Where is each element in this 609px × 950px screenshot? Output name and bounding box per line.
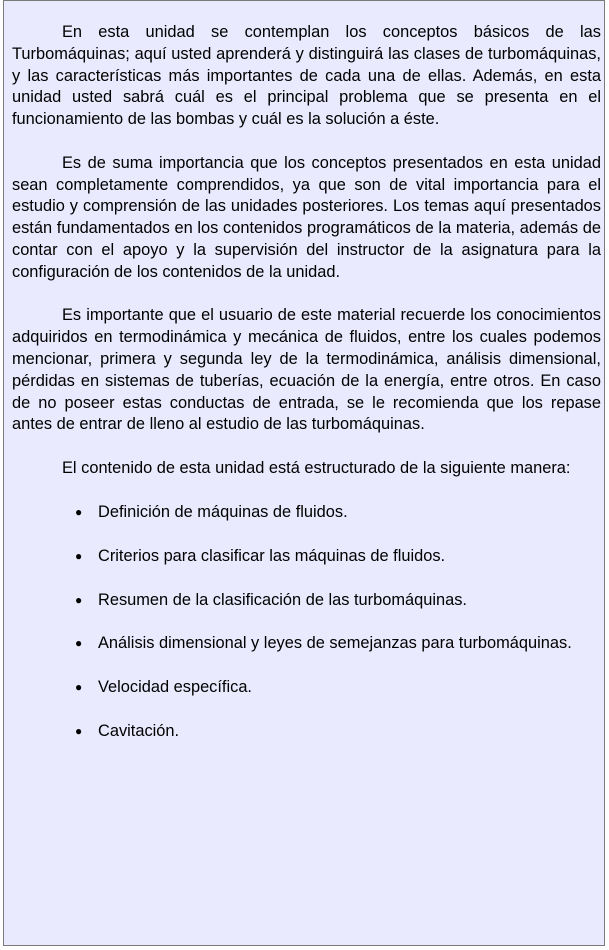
list-item-text: Criterios para clasificar las máquinas de fluidos. (98, 546, 446, 565)
paragraph-importance: Es de suma importancia que los conceptos presentados en esta unidad sean completamente comprendidos, ya que son de vital importancia para el estudio y comprensión de las unidades posteriores. Los temas aquí presentados están fundamentados en los contenidos programáticos de la materia, además de contar con el apoyo y la supervisión del instructor de la asignatura para la configuración de los contenidos de la unidad. (12, 153, 601, 281)
list-item (12, 590, 601, 612)
bullet-dot-icon: ● (75, 636, 83, 651)
list-item-text: Velocidad específica. (98, 678, 252, 697)
document-body (12, 22, 601, 765)
bullet-dot-icon: ● (75, 680, 83, 695)
list-item (12, 546, 601, 568)
bullet-dot-icon: ● (75, 592, 83, 607)
list-item-text: Cavitación. (98, 722, 180, 741)
list-item (12, 633, 601, 655)
list-item-text: Definición de máquinas de fluidos. (98, 502, 348, 521)
contents-list (12, 502, 601, 744)
paragraph-prerequisites: Es importante que el usuario de este material recuerde los conocimientos adquiridos en termodinámica y mecánica de fluidos, entre los cuales podemos mencionar, primera y segunda ley de la termodinámica, análisis dimensional, pérdidas en sistemas de tuberías, ecuación de la energía, entre otros. En caso de no poseer estas conductas de entrada, se le recomienda que los repase antes de entrar de lleno al estudio de las turbomáquinas. (12, 306, 601, 434)
bullet-dot-icon: ● (75, 504, 83, 519)
list-item (12, 721, 601, 743)
paragraph-intro: En esta unidad se contemplan los conceptos básicos de las Turbomáquinas; aquí usted aprenderá y distinguirá las clases de turbomáquinas, y las características más importantes de cada una de ellas. Además, en esta unidad usted sabrá cuál es el principal problema que se presenta en el funcionamiento de las bombas y cuál es la solución a éste. (12, 23, 601, 129)
bullet-dot-icon: ● (75, 548, 83, 563)
list-item-text: Análisis dimensional y leyes de semejanzas para turbomáquinas. (98, 634, 572, 653)
bullet-dot-icon: ● (75, 724, 83, 739)
list-item (12, 677, 601, 699)
paragraph-structure: El contenido de esta unidad está estructurado de la siguiente manera: (62, 458, 571, 477)
list-item-text: Resumen de la clasificación de las turbomáquinas. (98, 590, 467, 609)
text-frame (3, 0, 605, 946)
list-item (12, 502, 601, 524)
